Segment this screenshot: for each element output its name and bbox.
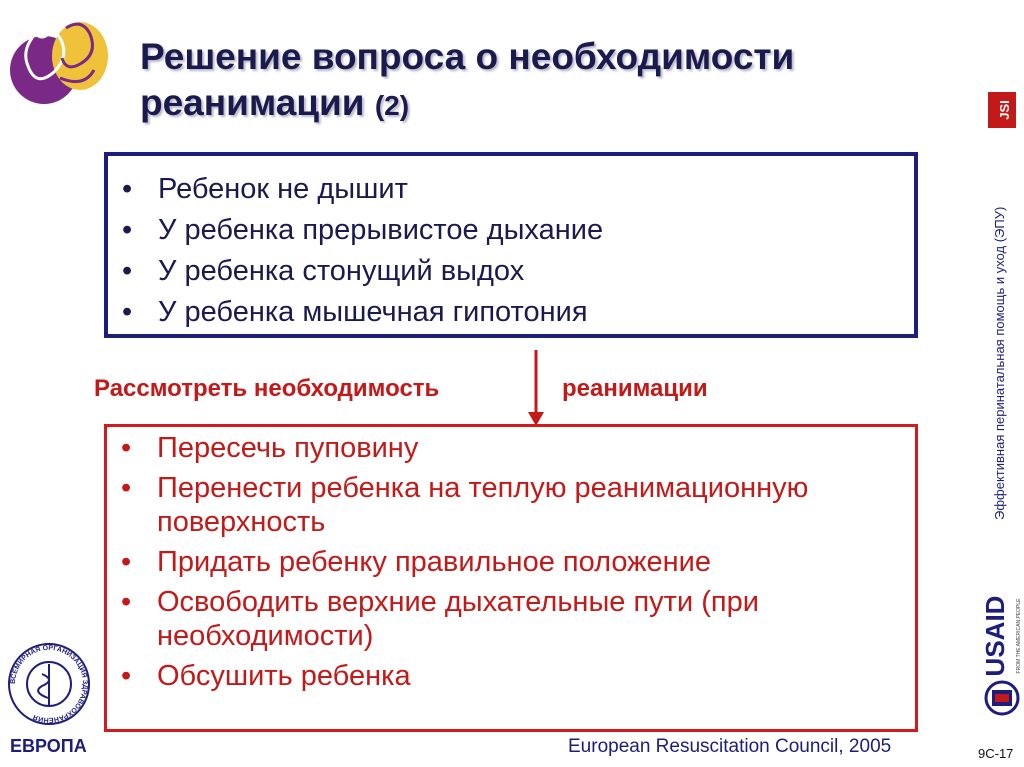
- condition-item: [118, 213, 908, 247]
- conditions-list: [118, 172, 908, 336]
- action-item: [117, 431, 907, 465]
- usaid-logo-text: USAID: [980, 595, 1010, 677]
- action-text: Перенести ребенка на теплую реанимационную поверхность: [157, 472, 809, 538]
- bullet-icon: •: [122, 173, 133, 205]
- condition-text: У ребенка прерывистое дыхание: [158, 214, 604, 246]
- condition-text: Ребенок не дышит: [158, 173, 408, 205]
- who-ring-text: ВСЕМИРНАЯ ОРГАНИЗАЦИЯ ЗДРАВООХРАНЕНИЯ: [9, 644, 89, 724]
- condition-item: [118, 172, 908, 206]
- bullet-icon: •: [121, 660, 132, 692]
- action-text: Обсушить ребенка: [157, 660, 411, 692]
- action-text: Придать ребенку правильное положение: [157, 546, 712, 578]
- bullet-icon: •: [121, 586, 132, 618]
- jsi-logo: [988, 92, 1016, 128]
- condition-text: У ребенка стонущий выдох: [158, 255, 525, 287]
- conditions-box: [104, 152, 918, 338]
- actions-box: [104, 424, 918, 732]
- bullet-icon: •: [121, 546, 132, 578]
- who-emblem-logo: [6, 628, 92, 736]
- action-text: Освободить верхние дыхательные пути (при необходимости): [157, 586, 759, 652]
- consider-label-right: реанимации: [562, 375, 708, 402]
- bullet-icon: •: [122, 296, 133, 328]
- action-item: [117, 545, 907, 579]
- slide-title-suffix: (2): [374, 90, 410, 121]
- action-item: [117, 471, 907, 539]
- jsi-logo-text: JSI: [997, 100, 1012, 120]
- condition-item: [118, 295, 908, 329]
- bullet-icon: •: [122, 255, 133, 287]
- maternal-care-logo: [2, 8, 120, 116]
- slide-number: 9C-17: [978, 746, 1014, 761]
- action-item: [117, 585, 907, 653]
- action-text: Пересечь пуповину: [157, 432, 419, 464]
- actions-list: [117, 431, 907, 699]
- usaid-tagline-text: FROM THE AMERICAN PEOPLE: [1016, 598, 1022, 674]
- condition-item: [118, 254, 908, 288]
- slide-title-main: Решение вопроса о необходимости реанимации: [140, 36, 795, 123]
- program-vertical-label: Эффективная перинатальная помощь и уход (ЭПУ): [992, 206, 1007, 520]
- bullet-icon: •: [121, 472, 132, 504]
- usaid-logo: [980, 566, 1024, 718]
- bullet-icon: •: [121, 432, 132, 464]
- bullet-icon: •: [122, 214, 133, 246]
- consider-label-left: Рассмотреть необходимость: [94, 375, 440, 402]
- who-europe-label: ЕВРОПА: [10, 736, 87, 756]
- down-arrow-icon: [524, 350, 548, 428]
- condition-text: У ребенка мышечная гипотония: [158, 296, 588, 328]
- footer-credit: European Resuscitation Council, 2005: [568, 736, 892, 757]
- action-item: [117, 659, 907, 693]
- slide-title: [140, 34, 900, 129]
